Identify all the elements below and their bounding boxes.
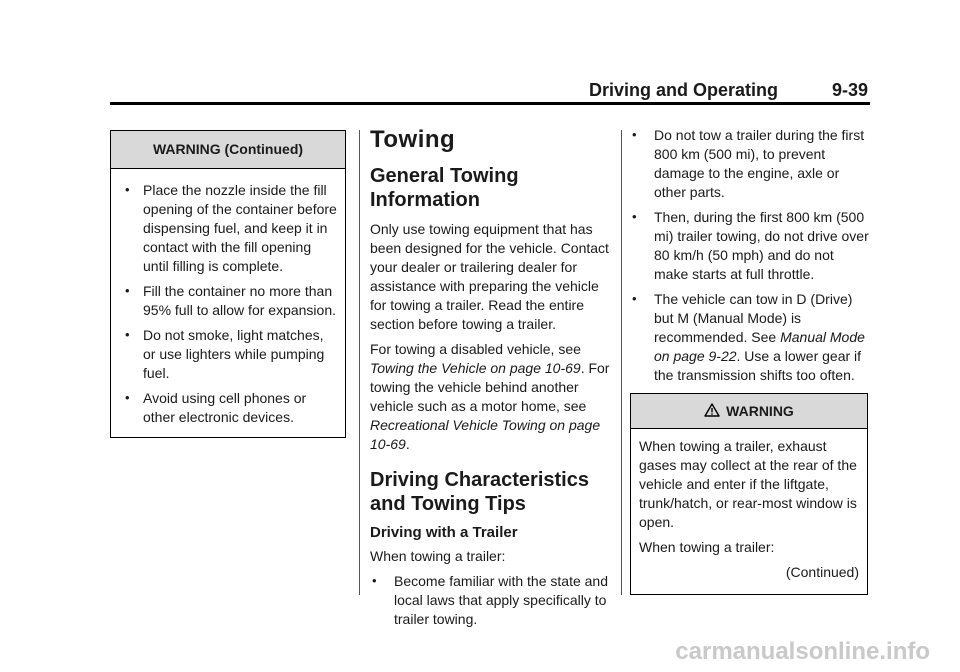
trailer-tip: [630, 290, 870, 385]
cross-reference-link[interactable]: Recreational Vehicle Towing on page 10-69: [370, 417, 601, 452]
warning-heading-bar: [631, 394, 867, 429]
general-towing-heading: General Towing Information: [370, 165, 519, 211]
trailer-tip: • Become familiar with the state and local laws that apply specifically to trailer towing.: [370, 572, 610, 629]
general-towing-paragraph: Only use towing equipment that has been designed for the vehicle. Contact your dealer or trailering dealer for assistance with preparing the vehicle for towing a trailer. Read the entire section before towing a trailer.: [370, 221, 609, 332]
column-divider: [359, 130, 360, 595]
text: The vehicle can tow in D (Drive) but M (Manual Mode) is recommended. See: [654, 291, 853, 345]
towing-title: Towing: [370, 126, 456, 153]
text: .: [405, 436, 410, 452]
trailer-intro: When towing a trailer:: [370, 548, 506, 564]
towing-column: [370, 126, 610, 635]
warning-continued-box: [110, 130, 346, 438]
cross-reference-link[interactable]: Manual Mode on page 9-22: [654, 329, 865, 364]
text: For towing a disabled vehicle, see: [370, 341, 581, 357]
exhaust-warning-box: [630, 393, 868, 595]
warning-item: • Place the nozzle inside the fill opening of the container before dispensing fuel, and keep it in contact with the fill opening until filling is complete.: [119, 181, 337, 276]
trailer-tip: • Do not tow a trailer during the first 800 km (500 mi), to prevent damage to the engine, axle or other parts.: [630, 126, 870, 202]
watermark: carmanualsonline.info: [675, 638, 930, 665]
warning-triangle-icon: [704, 403, 720, 420]
warning-item: • Do not smoke, light matches, or use lighters while pumping fuel.: [119, 326, 337, 383]
trailer-tips-list: [370, 572, 610, 629]
warning-item: • Fill the container no more than 95% full to allow for expansion.: [119, 282, 337, 320]
warning-list: [111, 169, 345, 427]
warning-item: • Avoid using cell phones or other electronic devices.: [119, 389, 337, 427]
disabled-vehicle-paragraph: [370, 340, 610, 454]
header-rule: [110, 102, 870, 105]
text: . Use a lower gear if the transmission shifts too often.: [654, 348, 862, 383]
driving-with-trailer-subheading: Driving with a Trailer: [370, 524, 518, 541]
section-title: Driving and Operating: [588, 80, 778, 100]
page-number: 9-39: [831, 80, 868, 100]
warning-continued-heading: WARNING (Continued): [111, 131, 345, 169]
continued-label: (Continued): [785, 564, 859, 580]
trailer-tips-list-continued: [630, 126, 870, 385]
cross-reference-link[interactable]: Towing the Vehicle on page 10-69: [370, 360, 581, 376]
warning-heading: WARNING: [726, 403, 794, 419]
right-column: [630, 126, 870, 595]
driving-characteristics-heading: Driving Characteristics and Towing Tips: [370, 469, 589, 515]
warning-body: [631, 429, 867, 594]
text: . For towing the vehicle behind another vehicle such as a motor home, see: [370, 360, 610, 414]
trailer-tip: • Then, during the first 800 km (500 mi) trailer towing, do not drive over 80 km/h (50 mph) and do not make starts at full throttle.: [630, 208, 870, 284]
column-divider: [621, 130, 622, 595]
warning-text: When towing a trailer:: [639, 539, 775, 555]
warning-text: When towing a trailer, exhaust gases may collect at the rear of the vehicle and enter if the liftgate, trunk/hatch, or rear-most window is open.: [639, 438, 857, 530]
